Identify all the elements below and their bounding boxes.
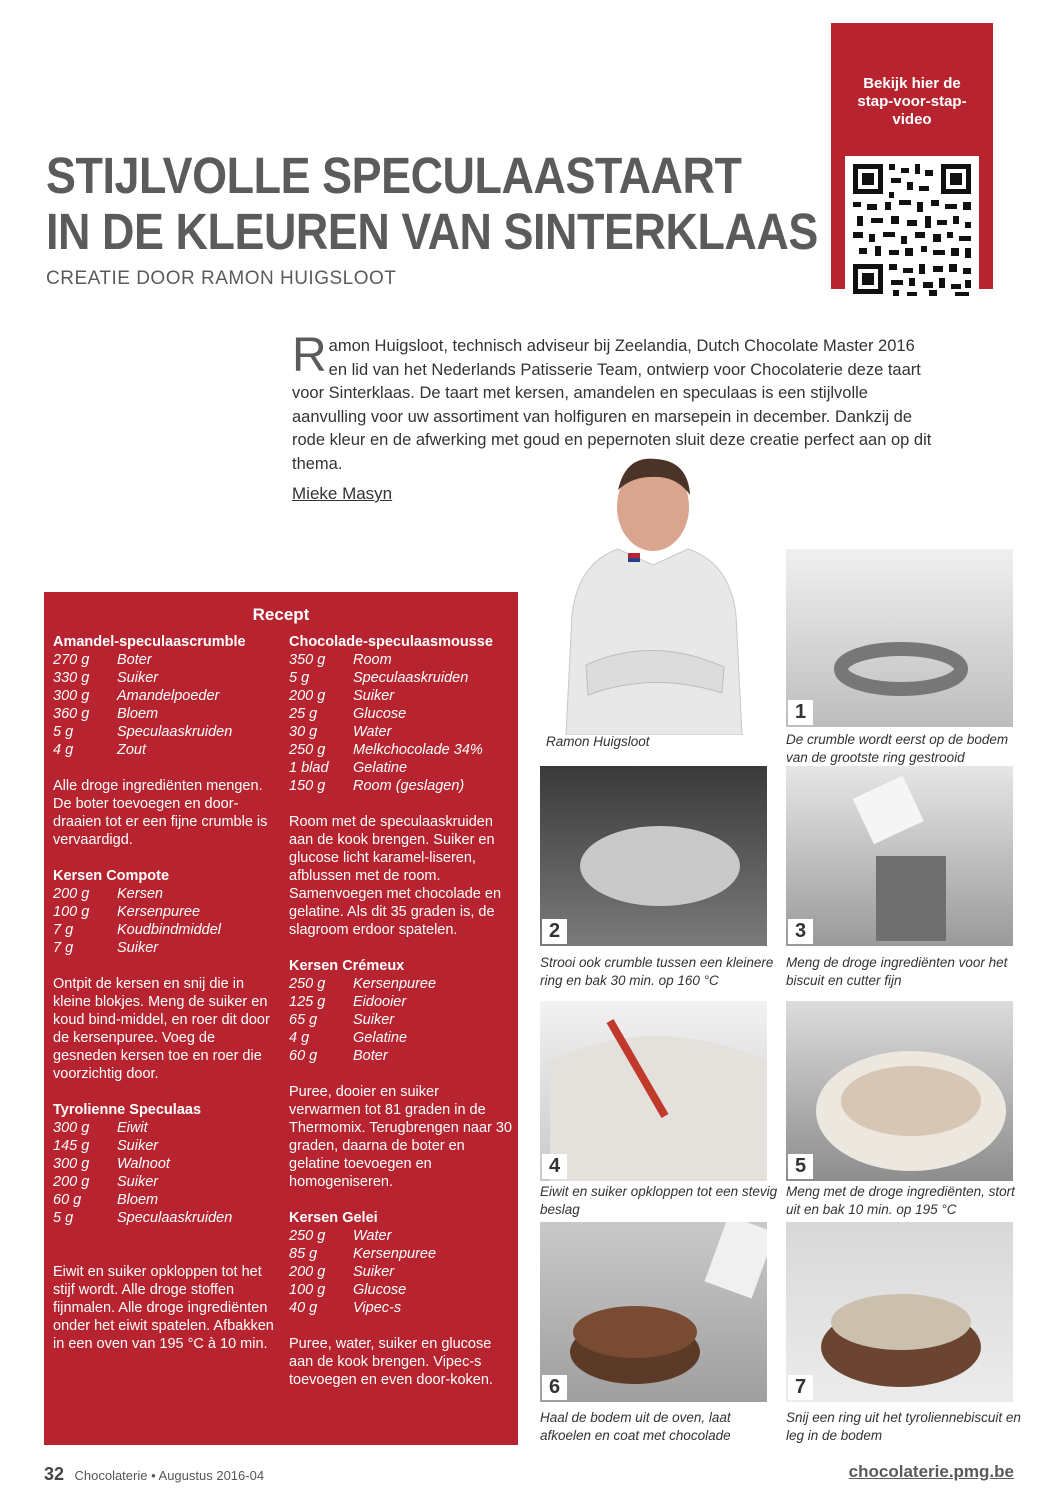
ingredient-name: Water	[353, 1228, 392, 1244]
ingredient-row	[289, 669, 513, 687]
intro-text: amon Huigsloot, technisch adviseur bij Zeelandia, Dutch Chocolate Master 2016 en lid van het Nederlands Patisserie Team, ontwierp voor Chocolaterie deze taart voor Sinterklaas. De taart met kersen, amandelen en speculaas is een stijlvolle aanvulling voor uw assortiment van holfiguren en marsepein in december. Dankzij de rode kleur en de afwerking met goud en pepernoten sluit deze creatie perfect aan op dit thema.	[292, 337, 932, 473]
step-photo-5	[786, 1001, 1013, 1181]
ingredient-name: Amandelpoeder	[117, 688, 220, 704]
ingredient-row	[289, 759, 513, 777]
author-link[interactable]: Mieke Masyn	[292, 484, 393, 503]
ingredient-name: Suiker	[353, 688, 395, 704]
ingredient-name: Walnoot	[117, 1156, 170, 1172]
website-link[interactable]: chocolaterie.pmg.be	[848, 1462, 1014, 1481]
ingredient-quantity: 4 g	[289, 1030, 310, 1046]
ingredient-row	[53, 741, 281, 759]
ingredient-quantity: 330 g	[53, 670, 90, 686]
ingredient-quantity: 7 g	[53, 940, 74, 956]
ingredient-name: Vipec-s	[353, 1300, 402, 1316]
method-text: Puree, dooier en suiker verwarmen tot 81 graden in de Thermomix. Terugbrengen naar 30 graden, daarna de boter en gelatine toevoegen en homogeniseren.	[289, 1084, 512, 1190]
ingredient-name: Koudbindmiddel	[117, 922, 221, 938]
recipe-column-right	[289, 633, 513, 1389]
step-photo-6	[540, 1222, 767, 1402]
ingredient-row	[53, 651, 281, 669]
ingredient-quantity: 350 g	[289, 652, 326, 668]
ingredient-quantity: 30 g	[289, 724, 318, 740]
ingredient-row	[53, 903, 281, 921]
ingredient-quantity: 100 g	[289, 1282, 326, 1298]
step-number: 7	[788, 1375, 813, 1400]
step-number: 1	[788, 700, 813, 725]
ingredient-list	[289, 975, 513, 1065]
ingredient-row	[53, 669, 281, 687]
ingredient-row	[53, 1191, 281, 1209]
ingredient-name: Kersen	[117, 886, 163, 902]
ingredient-name: Boter	[353, 1048, 388, 1064]
ingredient-row	[53, 1209, 281, 1227]
ingredient-quantity: 85 g	[289, 1246, 318, 1262]
page-number: 32	[44, 1464, 65, 1484]
ingredient-row	[289, 1029, 513, 1047]
ingredient-row	[289, 993, 513, 1011]
publication-info: Chocolaterie • Augustus 2016-04	[74, 1468, 265, 1483]
ingredient-name: Bloem	[117, 1192, 159, 1208]
portrait-caption: Ramon Huigsloot	[546, 734, 650, 749]
step-number: 5	[788, 1154, 813, 1179]
ingredient-row	[289, 741, 513, 759]
section-title: Tyrolienne Speculaas	[53, 1102, 202, 1118]
ingredient-quantity: 300 g	[53, 688, 90, 704]
article-title	[46, 147, 818, 260]
ingredient-quantity: 60 g	[53, 1192, 82, 1208]
ingredient-list	[289, 1227, 513, 1317]
recipe-panel	[44, 592, 518, 1445]
ingredient-list	[53, 651, 281, 759]
ingredient-name: Room (geslagen)	[353, 778, 465, 794]
ingredient-name: Kersenpuree	[353, 976, 437, 992]
step-caption: Snij een ring uit het tyroliennebiscuit en leg in de bodem	[786, 1410, 1021, 1443]
chef-portrait	[546, 445, 760, 735]
ingredient-quantity: 125 g	[289, 994, 326, 1010]
ingredient-name: Boter	[117, 652, 152, 668]
step-photo-3	[786, 766, 1013, 946]
ingredient-quantity: 250 g	[289, 976, 326, 992]
ingredient-list	[53, 1119, 281, 1227]
section-title: Kersen Compote	[53, 868, 170, 884]
ingredient-row	[289, 1245, 513, 1263]
ingredient-name: Kersenpuree	[353, 1246, 437, 1262]
step-photo-7	[786, 1222, 1013, 1402]
ingredient-name: Melkchocolade 34%	[353, 742, 483, 758]
ingredient-name: Bloem	[117, 706, 159, 722]
ingredient-row	[53, 705, 281, 723]
step-number: 6	[542, 1375, 567, 1400]
step-photo-2	[540, 766, 767, 946]
method-text: Ontpit de kersen en snij die in kleine blokjes. Meng de suiker en koud bind-middel, en roer dit door de kersenpuree. Voeg de gesneden kersen toe en roer die voorzichtig door.	[53, 976, 270, 1082]
qr-code-image[interactable]	[845, 156, 979, 302]
ingredient-row	[289, 975, 513, 993]
ingredient-name: Glucose	[353, 706, 407, 722]
ingredient-row	[53, 687, 281, 705]
ingredient-quantity: 5 g	[53, 724, 74, 740]
ingredient-name: Gelatine	[353, 1030, 408, 1046]
ingredient-name: Suiker	[353, 1264, 395, 1280]
ingredient-name: Speculaaskruiden	[117, 724, 233, 740]
ingredient-row	[289, 723, 513, 741]
step-caption: Strooi ook crumble tussen een kleinere ring en bak 30 min. op 160 °C	[540, 955, 774, 988]
ingredient-row	[289, 1281, 513, 1299]
ingredient-row	[53, 885, 281, 903]
step-caption: Eiwit en suiker opkloppen tot een stevig beslag	[540, 1184, 778, 1217]
recipe-heading: Recept	[252, 605, 310, 624]
step-caption: Meng de droge ingrediënten voor het biscuit en cutter fijn	[786, 955, 1008, 988]
drop-cap: R	[292, 329, 327, 382]
step-photo-4	[540, 1001, 767, 1181]
ingredient-row	[289, 651, 513, 669]
ingredient-name: Suiker	[353, 1012, 395, 1028]
ingredient-name: Suiker	[117, 1174, 159, 1190]
section-title: Kersen Gelei	[289, 1210, 378, 1226]
ingredient-row	[289, 705, 513, 723]
ingredient-quantity: 250 g	[289, 742, 326, 758]
ingredient-name: Room	[353, 652, 392, 668]
ingredient-name: Suiker	[117, 1138, 159, 1154]
ingredient-row	[53, 1155, 281, 1173]
ingredient-list	[53, 885, 281, 957]
ingredient-quantity: 25 g	[289, 706, 318, 722]
ingredient-quantity: 200 g	[53, 1174, 90, 1190]
ingredient-name: Gelatine	[353, 760, 408, 776]
method-text: Room met de speculaaskruiden aan de kook brengen. Suiker en glucose licht karamel-liseren, afblussen met de room. Samenvoegen met chocolade en gelatine. Als dit 35 graden is, de slagroom erdoor spatelen.	[289, 814, 502, 938]
ingredient-name: Eiwit	[117, 1120, 148, 1136]
ingredient-name: Suiker	[117, 940, 159, 956]
ingredient-row	[289, 1263, 513, 1281]
ingredient-row	[53, 1173, 281, 1191]
ingredient-quantity: 270 g	[53, 652, 90, 668]
page-footer	[44, 1464, 264, 1485]
section-title: Kersen Crémeux	[289, 958, 405, 974]
ingredient-name: Kersenpuree	[117, 904, 201, 920]
ingredient-row	[289, 1047, 513, 1065]
step-number: 4	[542, 1154, 567, 1179]
ingredient-row	[53, 723, 281, 741]
article-subtitle: CREATIE DOOR RAMON HUIGSLOOT	[46, 268, 397, 289]
title-line-1: STIJLVOLLE SPECULAASTAART	[46, 147, 742, 204]
ingredient-row	[289, 1227, 513, 1245]
ingredient-name: Water	[353, 724, 392, 740]
step-photo-1	[786, 549, 1013, 727]
ingredient-name: Zout	[117, 742, 147, 758]
ingredient-quantity: 7 g	[53, 922, 74, 938]
ingredient-quantity: 360 g	[53, 706, 90, 722]
ingredient-row	[53, 939, 281, 957]
ingredient-name: Eidooier	[353, 994, 407, 1010]
method-text: Puree, water, suiker en glucose aan de kook brengen. Vipec-s toevoegen en even door-koken.	[289, 1336, 493, 1388]
ingredient-quantity: 65 g	[289, 1012, 318, 1028]
ingredient-quantity: 200 g	[289, 688, 326, 704]
ingredient-quantity: 60 g	[289, 1048, 318, 1064]
step-number: 3	[788, 919, 813, 944]
ingredient-quantity: 300 g	[53, 1156, 90, 1172]
qr-video-box[interactable]	[831, 23, 993, 289]
ingredient-quantity: 5 g	[289, 670, 310, 686]
ingredient-list	[289, 651, 513, 795]
ingredient-row	[53, 921, 281, 939]
ingredient-row	[289, 777, 513, 795]
recipe-column-left	[53, 633, 281, 1353]
qr-label: Bekijk hier de stap-voor-stap-video	[857, 75, 967, 128]
step-number: 2	[542, 919, 567, 944]
ingredient-row	[289, 1299, 513, 1317]
ingredient-row	[53, 1137, 281, 1155]
ingredient-row	[289, 687, 513, 705]
ingredient-quantity: 4 g	[53, 742, 74, 758]
ingredient-quantity: 200 g	[53, 886, 90, 902]
step-caption: Haal de bodem uit de oven, laat afkoelen en coat met chocolade	[540, 1410, 731, 1443]
title-line-2: IN DE KLEUREN VAN SINTERKLAAS	[46, 203, 818, 260]
step-caption: De crumble wordt eerst op de bodem van de grootste ring gestrooid	[786, 732, 1009, 765]
ingredient-row	[289, 1011, 513, 1029]
method-text: Alle droge ingrediënten mengen. De boter toevoegen en door-draaien tot er een fijne crumble is vervaardigd.	[53, 778, 268, 848]
ingredient-quantity: 1 blad	[289, 760, 329, 776]
ingredient-quantity: 40 g	[289, 1300, 318, 1316]
ingredient-quantity: 250 g	[289, 1228, 326, 1244]
step-caption: Meng met de droge ingrediënten, stort uit en bak 10 min. op 195 °C	[786, 1184, 1015, 1217]
section-title: Chocolade-speculaasmousse	[289, 634, 493, 650]
method-text: Eiwit en suiker opkloppen tot het stijf wordt. Alle droge stoffen fijnmalen. Alle droge ingrediënten onder het eiwit spatelen. Afbakken in een oven van 195 °C à 10 min.	[53, 1264, 274, 1352]
ingredient-name: Suiker	[117, 670, 159, 686]
ingredient-quantity: 300 g	[53, 1120, 90, 1136]
ingredient-quantity: 145 g	[53, 1138, 90, 1154]
chef-portrait-illustration	[546, 445, 760, 735]
ingredient-name: Speculaaskruiden	[353, 670, 469, 686]
ingredient-name: Speculaaskruiden	[117, 1210, 233, 1226]
ingredient-quantity: 5 g	[53, 1210, 74, 1226]
ingredient-quantity: 200 g	[289, 1264, 326, 1280]
ingredient-quantity: 100 g	[53, 904, 90, 920]
section-title: Amandel-speculaascrumble	[53, 634, 246, 650]
ingredient-row	[53, 1119, 281, 1137]
ingredient-name: Glucose	[353, 1282, 407, 1298]
ingredient-quantity: 150 g	[289, 778, 326, 794]
